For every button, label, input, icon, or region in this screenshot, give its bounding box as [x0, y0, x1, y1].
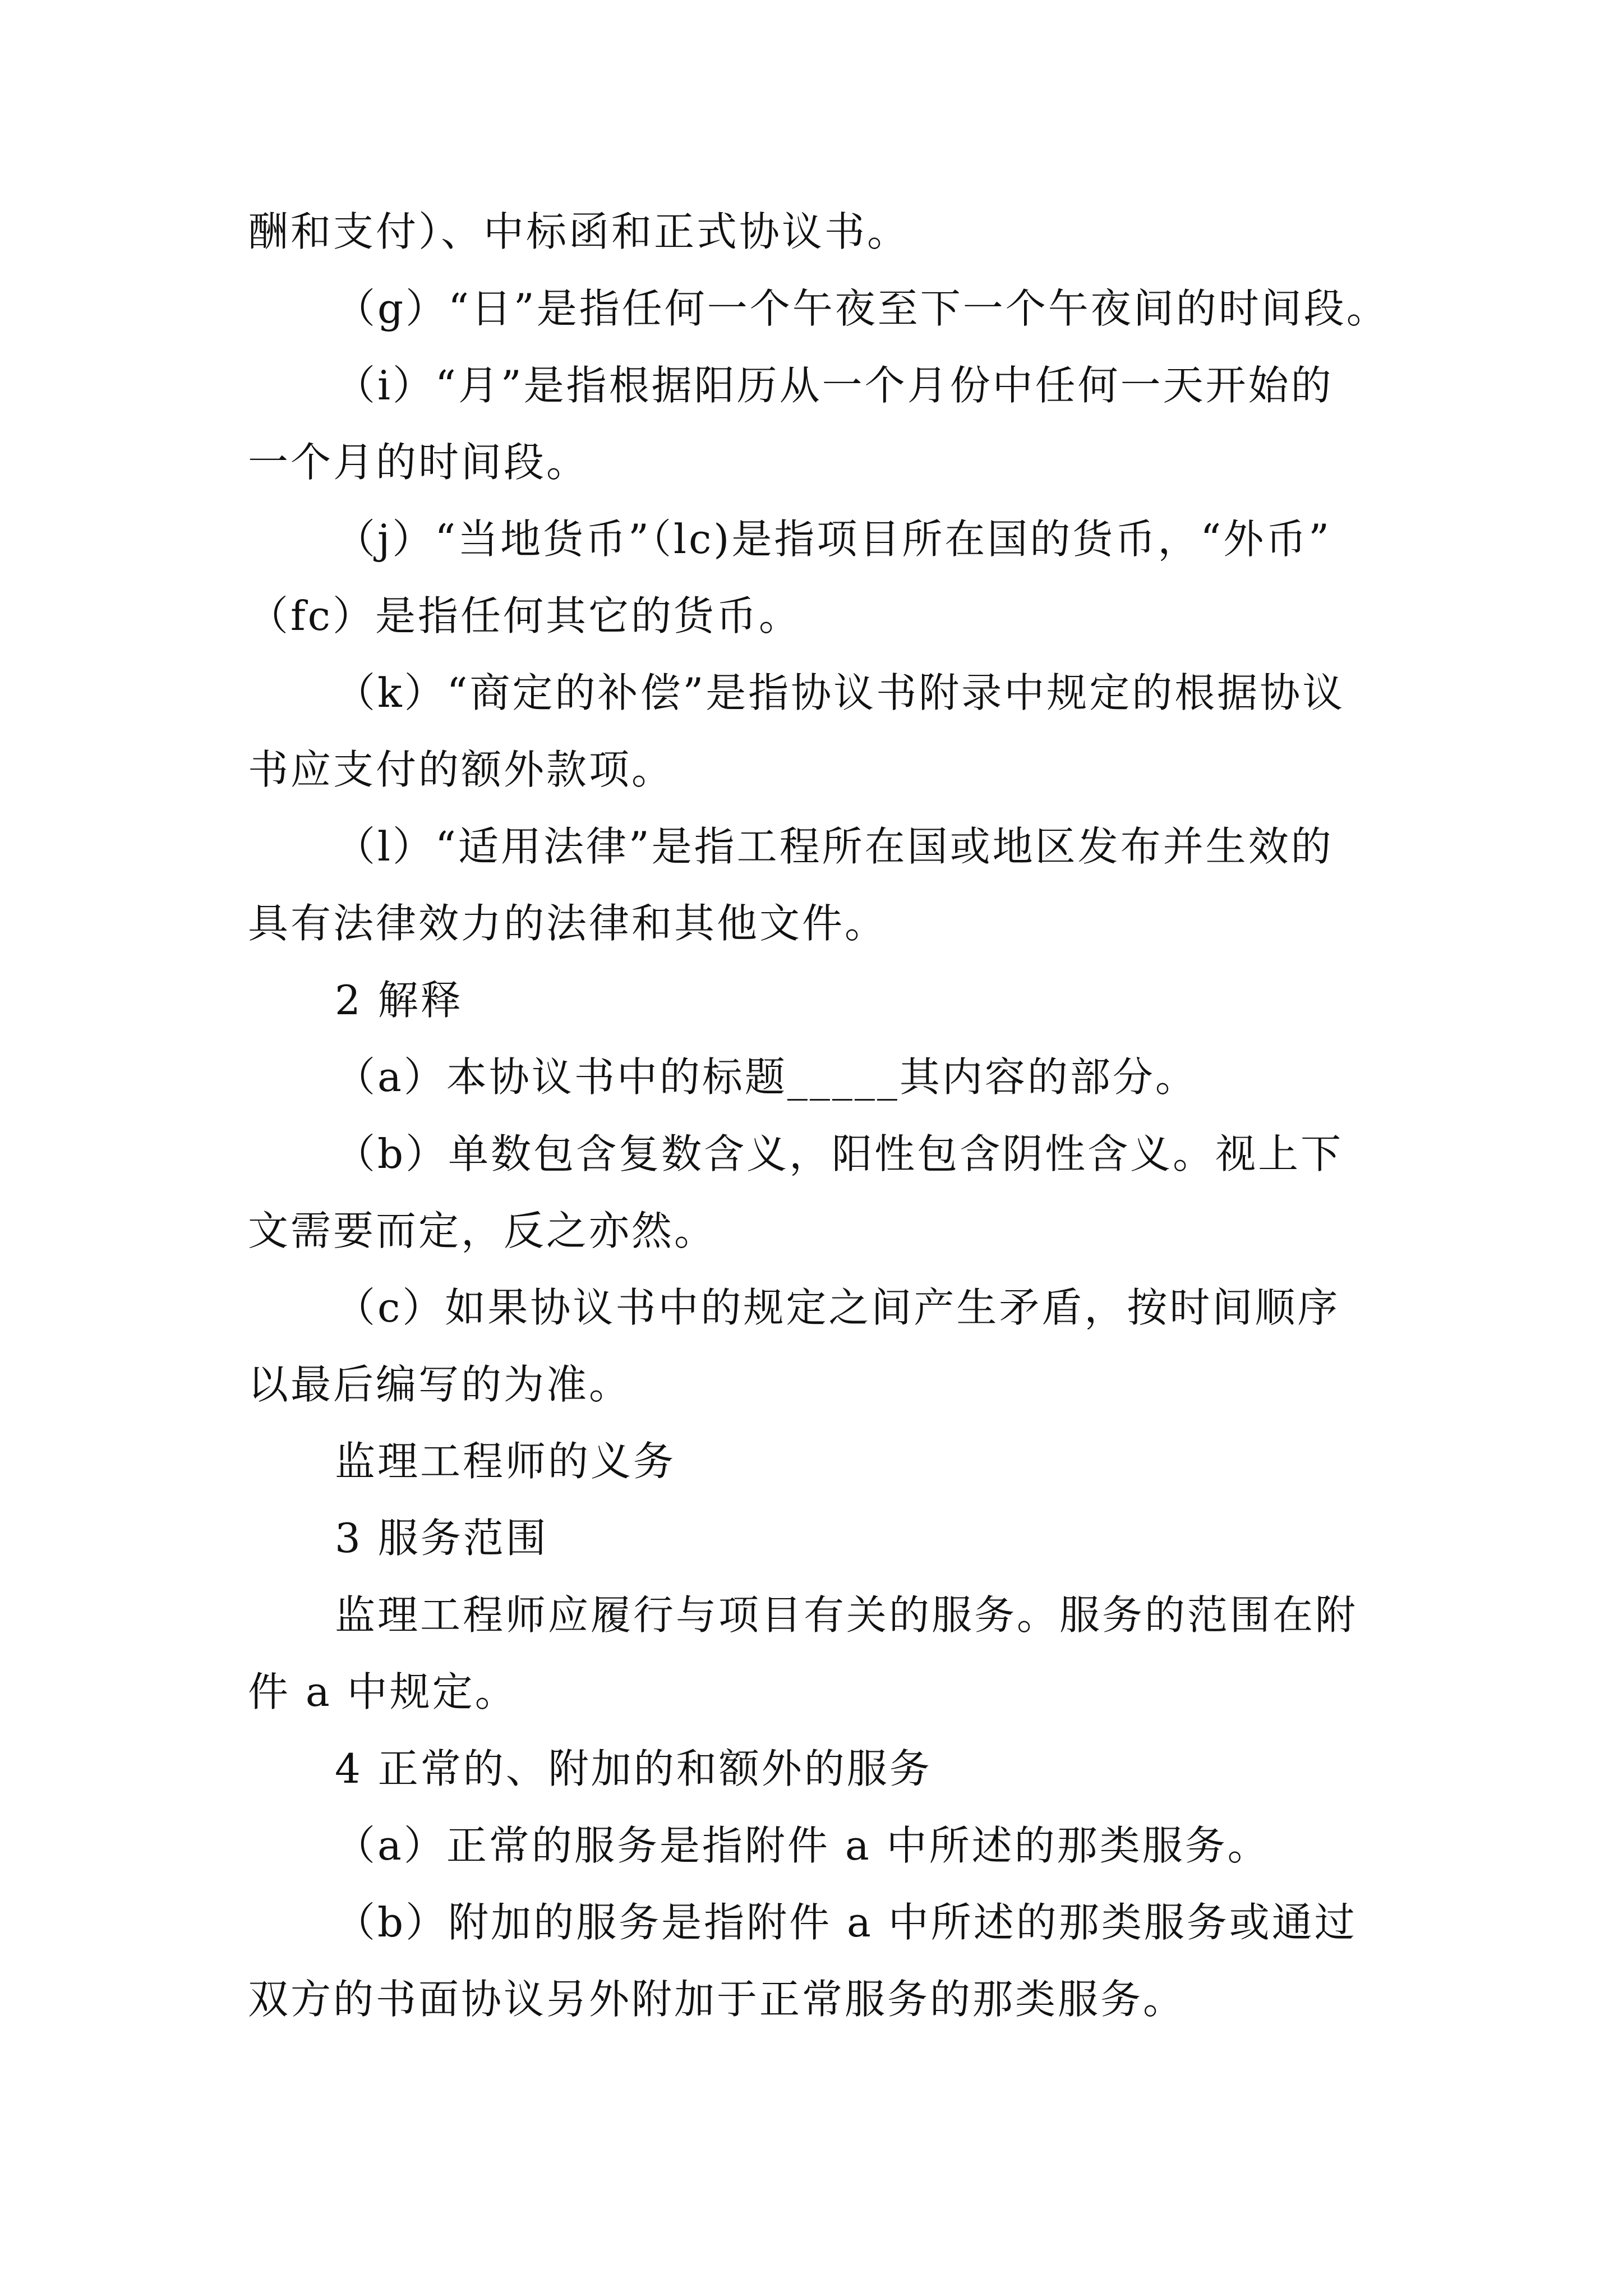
text-line: （fc）是指任何其它的货币。 — [248, 592, 801, 639]
text-line: 酬和支付）、中标函和正式协议书。 — [248, 208, 910, 255]
text-line: 书应支付的额外款项。 — [248, 746, 675, 793]
text-line: （b）附加的服务是指附件 a 中所述的那类服务或通过 — [335, 1899, 1357, 1946]
text-line: （g）“日”是指任何一个午夜至下一个午夜间的时间段。 — [335, 285, 1389, 332]
text-line: 以最后编写的为准。 — [248, 1361, 632, 1408]
section-heading: 3 服务范围 — [335, 1515, 548, 1562]
text-line: 文需要而定，反之亦然。 — [248, 1207, 717, 1254]
text-line: （i）“月”是指根据阳历从一个月份中任何一天开始的 — [335, 362, 1334, 409]
text-line: （b）单数包含复数含义，阳性包含阴性含义。视上下 — [335, 1130, 1344, 1177]
document-body — [248, 194, 1414, 2038]
section-heading: 2 解释 — [335, 977, 463, 1024]
text-line: （a）本协议书中的标题_____其内容的部分。 — [335, 1053, 1198, 1101]
text-line: 双方的书面协议另外附加于正常服务的那类服务。 — [248, 1976, 1186, 2023]
text-line: 监理工程师应履行与项目有关的服务。服务的范围在附 — [335, 1591, 1358, 1639]
section-heading: 监理工程师的义务 — [335, 1438, 676, 1485]
section-heading: 4 正常的、附加的和额外的服务 — [335, 1745, 932, 1792]
text-line: （l）“适用法律”是指工程所在国或地区发布并生效的 — [335, 823, 1334, 870]
text-line: 一个月的时间段。 — [248, 439, 589, 486]
text-line: 件 a 中规定。 — [248, 1668, 518, 1715]
text-line: （c）如果协议书中的规定之间产生矛盾，按时间顺序 — [335, 1284, 1340, 1331]
text-line: （a）正常的服务是指附件 a 中所述的那类服务。 — [335, 1822, 1270, 1869]
text-line: （j）“当地货币”（lc)是指项目所在国的货币，“外币” — [335, 516, 1332, 563]
text-line: （k）“商定的补偿”是指协议书附录中规定的根据协议 — [335, 669, 1345, 716]
text-line: 具有法律效力的法律和其他文件。 — [248, 900, 888, 947]
